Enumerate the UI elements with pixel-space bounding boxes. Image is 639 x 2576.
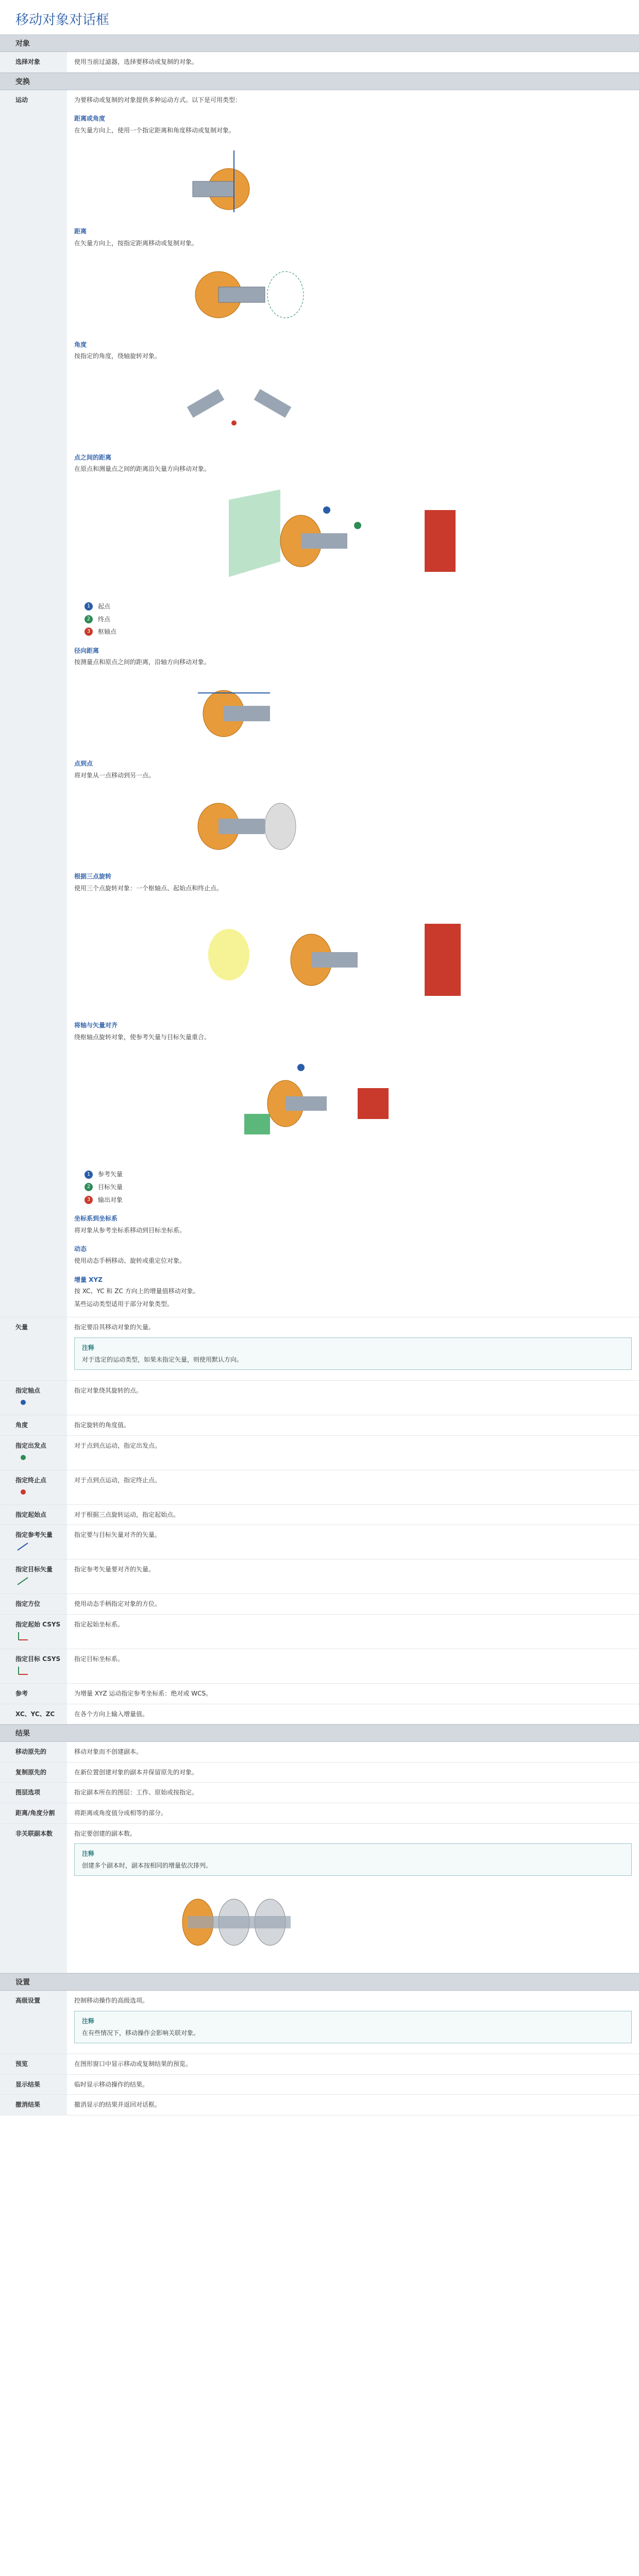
- legend-marker-icon: 2: [85, 1183, 93, 1191]
- motion-type-item: [74, 1214, 632, 1235]
- row-label-text: 指定目标 CSYS: [15, 1655, 61, 1663]
- motion-type-name: 距离或角度: [74, 115, 106, 123]
- legend-item: [85, 1170, 632, 1179]
- motion-type-name: 根据三点旋转: [74, 873, 112, 880]
- motion-intro: 为要移动或复制的对象提供多种运动方式。以下是可用类型：: [74, 96, 242, 104]
- row-content: 指定参考矢量要对齐的矢量。: [74, 1566, 155, 1573]
- param-row: [0, 1525, 639, 1560]
- row-label: 角度: [0, 1415, 67, 1435]
- legend-item: [85, 602, 632, 612]
- legend-item: [85, 627, 632, 637]
- legend-label: 输出对象: [98, 1196, 123, 1204]
- legend-label: 参考矢量: [98, 1171, 123, 1178]
- legend-label: 起点: [98, 602, 111, 610]
- row-content: 对于根据三点旋转运动，指定起始点。: [74, 1511, 180, 1518]
- row-content: 对于点到点运动，指定出发点。: [74, 1442, 161, 1449]
- motion-type-item: [74, 1021, 632, 1205]
- note-text: 对于选定的运动类型，如果未指定矢量，则使用默认方向。: [82, 1355, 243, 1363]
- legend-marker-icon: 3: [85, 1196, 93, 1204]
- param-row: [0, 1803, 639, 1824]
- csys-icon: [15, 1631, 31, 1642]
- vector-text: 指定要沿其移动对象的矢量。: [74, 1324, 155, 1331]
- motion-type-desc: 按 XC、YC 和 ZC 方向上的增量值移动对象。: [74, 1287, 199, 1295]
- row-content: 对于点到点运动，指定终止点。: [74, 1476, 161, 1484]
- csys-icon: [15, 1665, 31, 1676]
- legend-label: 枢轴点: [98, 628, 117, 636]
- motion-type-item: [74, 453, 632, 637]
- row-content: 在图形窗口中显示移动或复制结果的预览。: [74, 2060, 192, 2068]
- row-content: 指定对象绕其旋转的点。: [74, 1387, 143, 1395]
- shaft-illustration: [115, 1047, 517, 1160]
- motion-type-desc: 将对象从参考坐标系移动到目标坐标系。: [74, 1226, 186, 1234]
- row-label: [0, 1649, 67, 1683]
- param-row: [0, 2075, 639, 2095]
- illustration-figure: [115, 140, 352, 217]
- row-motion: [0, 90, 639, 1318]
- row-content: 使用当前过滤器，选择要移动或复制的对象。: [74, 58, 198, 65]
- section-header-settings: 设置: [0, 1973, 639, 1991]
- param-row: [0, 1649, 639, 1684]
- row-vector: [0, 1317, 639, 1381]
- row-content: 移动对象而不创建副本。: [74, 1748, 143, 1756]
- legend-marker-icon: 3: [85, 628, 93, 636]
- point-icon: [15, 1397, 31, 1408]
- param-row: [0, 1381, 639, 1415]
- motion-type-name: 增量 XYZ: [74, 1276, 103, 1283]
- row-label: [0, 1525, 67, 1559]
- motion-type-item: [74, 872, 632, 1011]
- page-title: 移动对象对话框: [15, 12, 110, 28]
- shaft-illustration: [115, 898, 517, 1011]
- row-text: 控制移动操作的高级选项。: [74, 1997, 149, 2005]
- legend-item: [85, 615, 632, 624]
- motion-type-desc: 按测量点和原点之间的距离，沿轴方向移动对象。: [74, 658, 211, 666]
- param-row: [0, 2095, 639, 2115]
- section-header-transform: 变换: [0, 73, 639, 90]
- section-header-object: 对象: [0, 35, 639, 52]
- note-box: [74, 2011, 632, 2043]
- param-row: [0, 1783, 639, 1803]
- motion-type-name: 坐标系到坐标系: [74, 1215, 118, 1223]
- row-label-text: 指定轴点: [15, 1387, 41, 1395]
- point-icon: [15, 1486, 31, 1498]
- row-label: 指定方位: [0, 1594, 67, 1614]
- motion-type-desc: 使用三个点旋转对象：一个枢轴点、起始点和终止点。: [74, 884, 223, 892]
- row-text: 指定要创建的副本数。: [74, 1829, 137, 1837]
- row-content: 指定副本所在的图层：工作、原始或按指定。: [74, 1789, 198, 1797]
- vector-icon: [15, 1575, 31, 1587]
- param-row: [0, 2054, 639, 2075]
- row-content: 撤消显示的结果并返回对话框。: [74, 2101, 161, 2109]
- shaft-illustration: [115, 672, 352, 750]
- row-content: 指定目标坐标系。: [74, 1655, 124, 1663]
- row-content: 指定要与目标矢量对齐的矢量。: [74, 1531, 161, 1539]
- row-label: 预览: [0, 2054, 67, 2074]
- illustration-figure: [115, 366, 352, 444]
- row-label: 撤消结果: [0, 2095, 67, 2115]
- param-row: [0, 1824, 639, 1974]
- motion-note: 某些运动类型适用于部分对象类型。: [74, 1300, 174, 1308]
- row-label: 矢量: [0, 1317, 67, 1380]
- illustration-figure: [115, 1881, 352, 1958]
- illustration-figure: [115, 785, 352, 862]
- note-title: 注释: [82, 1850, 95, 1858]
- shaft-illustration: [115, 366, 352, 444]
- row-content: 将距离或角度值分成相等的部分。: [74, 1809, 167, 1817]
- row-label-text: 指定出发点: [15, 1442, 47, 1449]
- shaft-illustration: [115, 785, 352, 862]
- row-content: [67, 1991, 639, 2054]
- param-row: [0, 1436, 639, 1470]
- row-label: [0, 1560, 67, 1594]
- motion-type-item: [74, 1244, 632, 1265]
- motion-type-desc: 在原点和测量点之间的距离沿矢量方向移动对象。: [74, 465, 211, 473]
- legend-marker-icon: 2: [85, 615, 93, 623]
- legend-marker-icon: 1: [85, 1171, 93, 1179]
- motion-type-name: 角度: [74, 341, 87, 348]
- motion-type-desc: 在矢量方向上，使用一个指定距离和角度移动或复制对象。: [74, 126, 236, 134]
- illustration-figure: [115, 898, 517, 1011]
- section-header-result: 结果: [0, 1724, 639, 1742]
- row-label: 移动原先的: [0, 1742, 67, 1762]
- legend-marker-icon: 1: [85, 602, 93, 611]
- row-label: 指定起始点: [0, 1505, 67, 1525]
- param-row: [0, 1615, 639, 1649]
- param-row: [0, 1560, 639, 1594]
- param-row: [0, 1762, 639, 1783]
- motion-type-desc: 使用动态手柄移动、旋转或重定位对象。: [74, 1257, 186, 1265]
- motion-type-item: [74, 1275, 632, 1296]
- illustration-figure: [115, 1047, 517, 1160]
- row-label: 参考: [0, 1684, 67, 1704]
- row-label-text: 指定目标矢量: [15, 1566, 53, 1573]
- legend-item: [85, 1195, 632, 1205]
- motion-type-item: [74, 340, 632, 444]
- note-box: [74, 1843, 632, 1876]
- motion-type-desc: 将对象从一点移动到另一点。: [74, 771, 155, 779]
- motion-type-item: [74, 646, 632, 750]
- page-footer: [0, 2115, 639, 2136]
- note-title: 注释: [82, 1344, 95, 1351]
- motion-type-name: 动态: [74, 1245, 87, 1253]
- shaft-illustration: [115, 479, 517, 592]
- row-label: 选择对象: [0, 52, 67, 72]
- row-content: 为增量 XYZ 运动指定参考坐标系：绝对或 WCS。: [74, 1689, 212, 1697]
- motion-type-name: 将轴与矢量对齐: [74, 1022, 118, 1029]
- row-content: 在新位置创建对象的副本并保留原先的对象。: [74, 1768, 198, 1776]
- legend-item: [85, 1182, 632, 1192]
- row-content: [67, 1317, 639, 1380]
- legend-label: 目标矢量: [98, 1183, 123, 1191]
- illustration-figure: [115, 479, 517, 592]
- row-label-text: 指定起始 CSYS: [15, 1620, 61, 1628]
- row-content: [67, 1824, 639, 1973]
- row-select-object: [0, 52, 639, 73]
- param-row: [0, 1594, 639, 1615]
- row-content: 使用动态手柄指定对象的方位。: [74, 1600, 161, 1608]
- row-label: 显示结果: [0, 2075, 67, 2095]
- row-content: [67, 90, 639, 1317]
- note-title: 注释: [82, 2017, 95, 2025]
- shaft-illustration: [115, 253, 352, 331]
- motion-type-desc: 按指定的角度，绕轴旋转对象。: [74, 352, 161, 360]
- row-label: [0, 1381, 67, 1415]
- motion-type-desc: 在矢量方向上，按指定距离移动或复制对象。: [74, 239, 198, 247]
- param-row: [0, 1704, 639, 1725]
- note-box: [74, 1337, 632, 1370]
- motion-type-item: [74, 227, 632, 330]
- shaft-illustration: [115, 140, 352, 217]
- row-label: [0, 1436, 67, 1470]
- legend-label: 终点: [98, 615, 111, 623]
- motion-type-item: [74, 759, 632, 862]
- motion-type-desc: 绕枢轴点旋转对象，使参考矢量与目标矢量重合。: [74, 1033, 211, 1041]
- row-label-text: 指定参考矢量: [15, 1531, 53, 1539]
- point-icon: [15, 1452, 31, 1463]
- row-label: 运动: [0, 90, 67, 1317]
- row-content: 临时显示移动操作的结果。: [74, 2080, 149, 2088]
- motion-type-name: 距离: [74, 228, 87, 235]
- row-label: 距离/角度分割: [0, 1803, 67, 1823]
- param-row: [0, 1742, 639, 1762]
- motion-type-name: 点之间的距离: [74, 453, 112, 461]
- param-row: [0, 1415, 639, 1436]
- row-label-text: 指定终止点: [15, 1476, 47, 1484]
- row-label: 非关联副本数: [0, 1824, 67, 1973]
- row-label: 复制原先的: [0, 1762, 67, 1783]
- motion-type-name: 径向距离: [74, 647, 99, 654]
- motion-type-name: 点到点: [74, 759, 93, 767]
- illustration-figure: [115, 253, 352, 331]
- illustration-figure: [115, 672, 352, 750]
- row-label: [0, 1615, 67, 1649]
- row-content: 指定旋转的角度值。: [74, 1421, 130, 1429]
- param-row: [0, 1505, 639, 1526]
- param-row: [0, 1470, 639, 1505]
- param-row: [0, 1991, 639, 2054]
- row-label: 高级设置: [0, 1991, 67, 2054]
- row-content: 在各个方向上输入增量值。: [74, 1710, 149, 1718]
- row-label: XC、YC、ZC: [0, 1704, 67, 1724]
- note-text: 创建多个副本时，副本按相同的增量依次排列。: [82, 1861, 212, 1869]
- row-label: 图层选项: [0, 1783, 67, 1803]
- row-label: [0, 1470, 67, 1504]
- note-text: 在有些情况下，移动操作会影响关联对象。: [82, 2029, 200, 2037]
- copies-illustration: [115, 1881, 352, 1958]
- param-row: [0, 1684, 639, 1704]
- motion-type-item: [74, 114, 632, 217]
- row-content: 指定起始坐标系。: [74, 1620, 124, 1628]
- vector-icon: [15, 1541, 31, 1552]
